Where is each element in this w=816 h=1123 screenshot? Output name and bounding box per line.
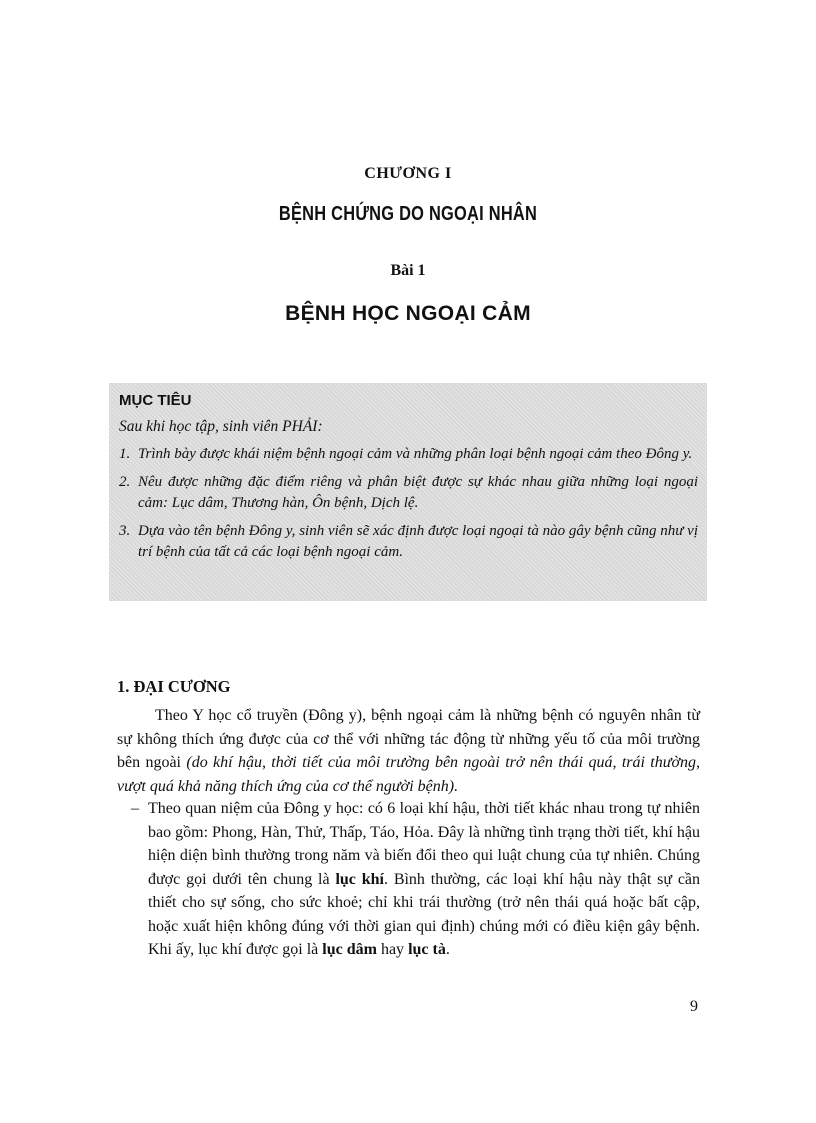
objective-number: 3. [119,523,131,539]
objective-text: Nêu được những đặc điểm riêng và phân biệt được sự khác nhau giữa những loại ngoại cảm: Lục dâm, Thương hàn, Ôn bệnh, Dịch lệ. [138,474,698,511]
objective-item [119,472,698,514]
objective-text: Trình bày được khái niệm bệnh ngoại cảm và những phân loại bệnh ngoại cảm theo Đông y. [138,446,693,462]
chapter-label: CHƯƠNG I [364,165,452,182]
section-heading: 1. ĐẠI CƯƠNG [117,677,231,696]
chapter-title: BỆNH CHỨNG DO NGOẠI NHÂN [278,203,538,225]
objective-number: 2. [119,474,131,490]
term-luc-dam: lục dâm [322,941,377,958]
objective-number: 1. [119,446,131,462]
objective-item [119,521,698,563]
intro-paragraph-italic: (do khí hậu, thời tiết của môi trường bên ngoài trở nên thái quá, trái thường, vượt quá khả năng thích ứng của cơ thể người bệnh). [117,754,700,795]
objectives-heading: MỤC TIÊU [119,392,192,409]
bullet-paragraph [148,797,700,962]
lesson-title: BỆNH HỌC NGOẠI CẢM [285,302,531,325]
intro-paragraph-text: Theo Y học cổ truyền (Đông y), bệnh ngoại cảm là những bệnh có nguyên nhân từ sự không thích ứng được của cơ thể với những tác động từ những yếu tố của môi trường bên ngoài [117,707,700,771]
objective-text: Dựa vào tên bệnh Đông y, sinh viên sẽ xác định được loại ngoại tà nào gây bệnh cũng như vị trí bệnh của tất cả các loại bệnh ngoại cảm. [138,523,698,560]
intro-paragraph [117,704,700,798]
objective-item [119,444,698,465]
term-luc-khi: lục khí [335,870,384,888]
term-luc-ta: lục tà [408,941,446,958]
bullet-text-3: hay [376,941,409,958]
bullet-text-1: Theo quan niệm của Đông y học: có 6 loại khí hậu, thời tiết khác nhau trong tự nhiên bao gồm: Phong, Hàn, Thử, Thấp, Táo, Hỏa. Đây là những tình trạng thời tiết, khí hậu hiện diện bình thường trong năm và biến đổi theo qui luật chung của tự nhiên. Chúng được gọi dưới tên chung là [148,800,700,888]
objectives-box [109,383,707,601]
objectives-intro: Sau khi học tập, sinh viên PHẢI: [119,418,323,435]
bullet-text-4: . [445,941,450,958]
bullet-dash: – [131,800,139,817]
lesson-label: Bài 1 [390,262,426,279]
bullet-text-2: . Bình thường, các loại khí hậu này thật sự cần thiết cho sự sống, cho sức khoẻ; chỉ khi trái thường (trở nên thái quá hoặc bất cập, hoặc xuất hiện không đúng với thời gian qui định) chúng mới có điều kiện gây bệnh. Khi ấy, lục khí được gọi là [148,870,701,958]
page-number: 9 [690,998,698,1015]
